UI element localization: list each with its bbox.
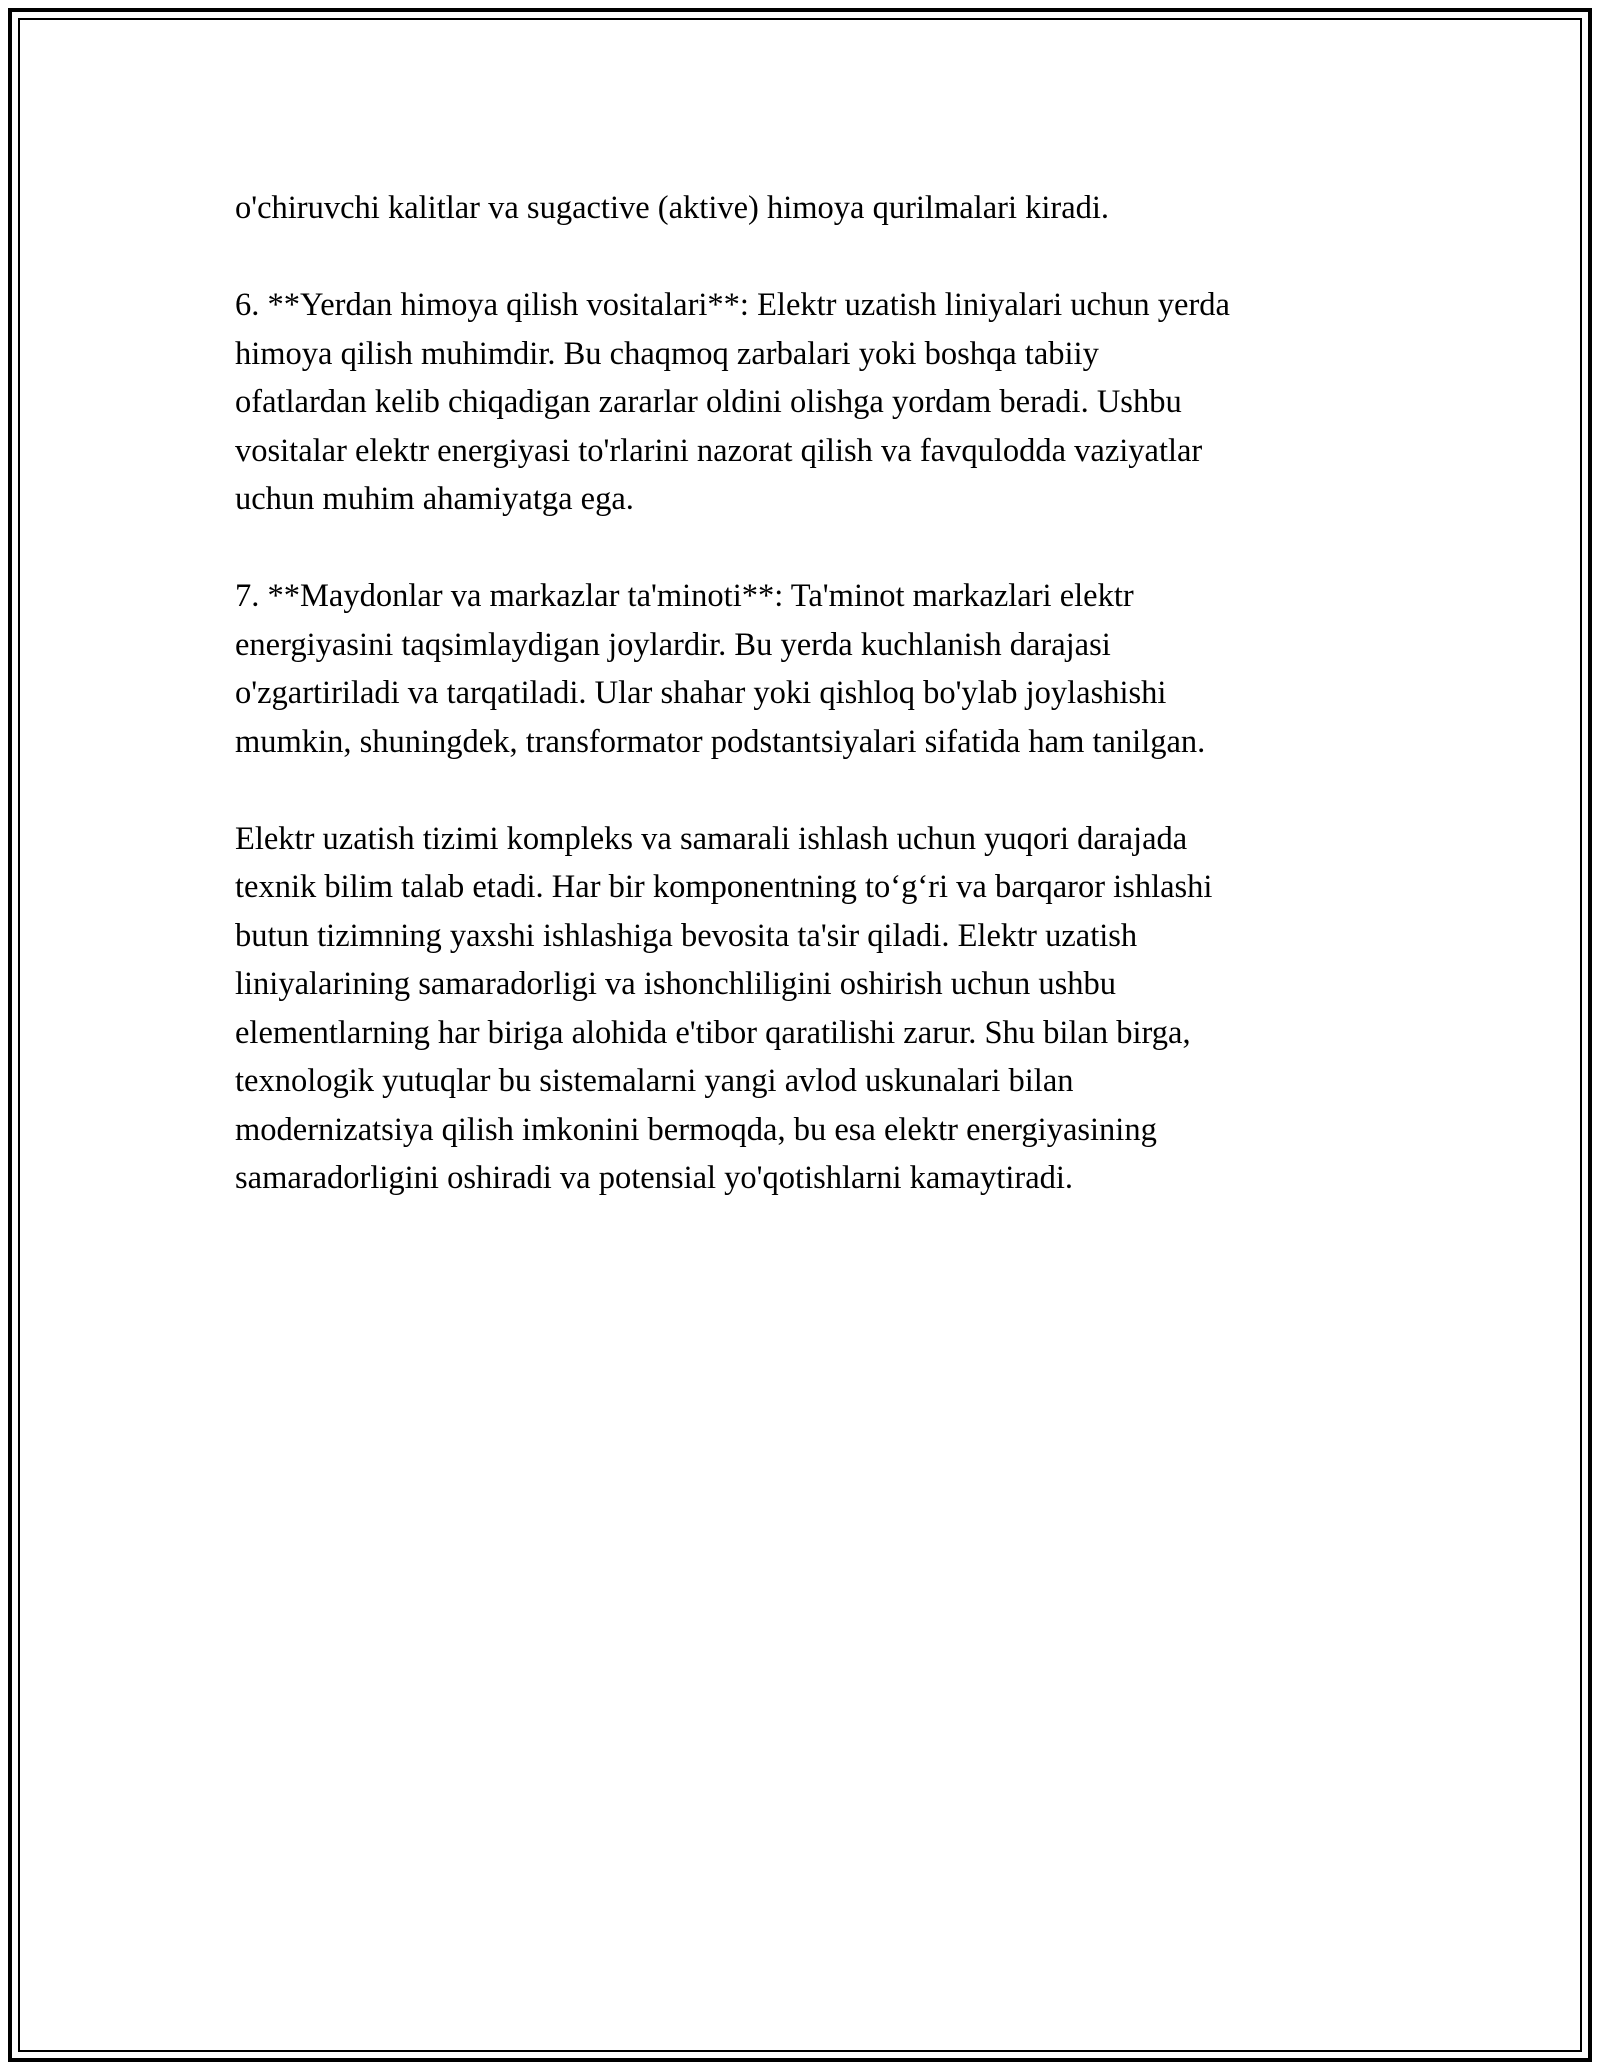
paragraph-continuation: o'chiruvchi kalitlar va sugactive (aktive) himoya qurilmalari kiradi. bbox=[235, 190, 1110, 226]
paragraph-conclusion: Elektr uzatish tizimi kompleks va samarali ishlash uchun yuqori darajada texnik bilim talab etadi. Har bir komponentning to‘g‘ri va barqaror ishlashi butun tizimning yaxshi ishlashiga bevosita ta'sir qiladi. Elektr uzatish liniyalarining samaradorligi va ishonchliligini oshirish uchun ushbu elementlarning har biriga alohida e'tibor qaratilishi zarur. Shu bilan birga, texnologik yutuqlar bu sistemalarni yangi avlod uskunalari bilan modernizatsiya qilish imkonini bermoqda, bu esa elektr energiyasining samaradorligini oshiradi va potensial yo'qotishlarni kamaytiradi. bbox=[235, 820, 1213, 1196]
document-body bbox=[235, 184, 1375, 1251]
paragraph-item-7: 7. **Maydonlar va markazlar ta'minoti**: Ta'minot markazlari elektr energiyasini taqsimlaydigan joylardir. Bu yerda kuchlanish darajasi o'zgartiriladi va tarqatiladi. Ular shahar yoki qishloq bo'ylab joylashishi mumkin, shuningdek, transformator podstantsiyalari sifatida ham tanilgan. bbox=[235, 578, 1206, 760]
paragraph-item-6: 6. **Yerdan himoya qilish vositalari**: Elektr uzatish liniyalari uchun yerda himoya qilish muhimdir. Bu chaqmoq zarbalari yoki boshqa tabiiy ofatlardan kelib chiqadigan zararlar oldini olishga yordam beradi. Ushbu vositalar elektr energiyasi to'rlarini nazorat qilish va favqulodda vaziyatlar uchun muhim ahamiyatga ega. bbox=[235, 287, 1230, 517]
